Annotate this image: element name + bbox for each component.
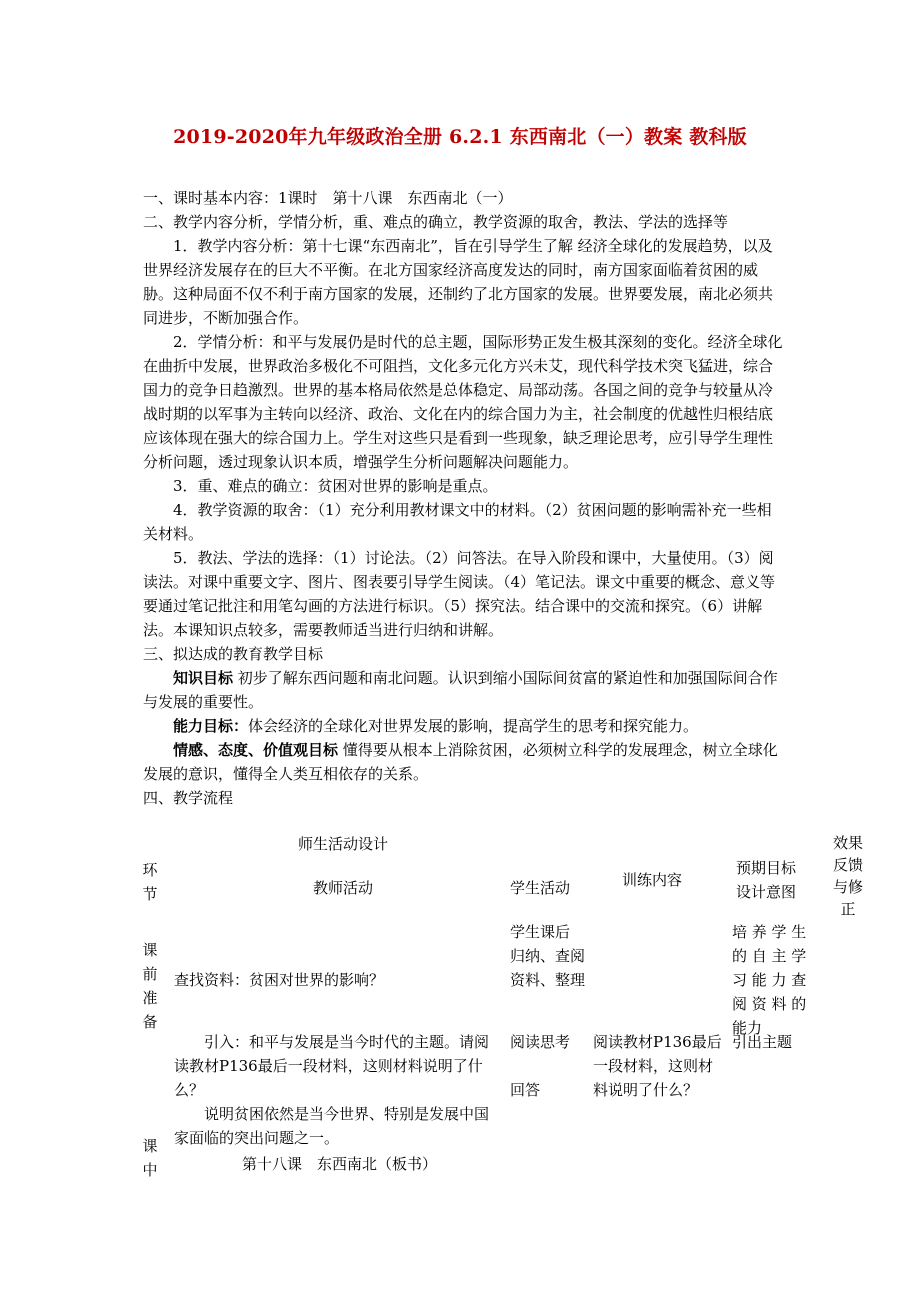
header-stage: 环 节 <box>142 861 158 903</box>
paragraph-key-points: 3．重、难点的确立：贫困对世界的影响是重点。 <box>173 477 498 495</box>
paragraph-methods: 5．教法、学法的选择：（1）讨论法。（2）问答法。在导入阶段和课中，大量使用。（3）阅读法。对课中重要文字、图片、图表要引导学生阅读。（4）笔记法。课文中重要的概念、意义等要通过笔记批注和用笔勾画的方法进行标识。（5）探究法。结合课中的交流和探究。（6）讲解法。本课知识点较多，需要教师适当进行归纳和讲解。 <box>143 549 776 639</box>
document-title: 2019-2020年九年级政治全册 6.2.1 东西南北（一）教案 教科版 <box>173 126 747 148</box>
goal-knowledge <box>143 666 783 714</box>
row1-expected-goal: 培 养 学 生 的 自 主 学 习 能 力 查 阅 资 料 的 能力 <box>732 923 807 1037</box>
row2-stage: 课 中 <box>142 1137 158 1179</box>
row2-teacher-explanation: 说明贫困依然是当今世界、特别是发展中国家面临的突出问题之一。 <box>174 1105 490 1147</box>
row1-stage: 课 前 准 备 <box>142 941 158 1031</box>
header-expected-goal: 预期目标 设计意图 <box>735 859 796 901</box>
row2-expected-goal: 引出主题 <box>732 1033 793 1051</box>
section-heading-1: 一、课时基本内容：1课时 第十八课 东西南北（一） <box>143 189 513 207</box>
paragraph-content-analysis: 1．教学内容分析：第十七课“东西南北”，旨在引导学生了解 经济全球化的发展趋势，以及世界经济发展存在的巨大不平衡。在北方国家经济高度发达的同时，南方国家面临着贫困的威胁。这种局面不仅不利于南方国家的发展，还制约了北方国家的发展。世界要发展，南北必须共同进步，不断加强合作。 <box>143 237 774 327</box>
section-heading-4: 四、教学流程 <box>143 789 234 807</box>
header-feedback: 效果 反馈 与修 正 <box>832 834 863 918</box>
row2-teacher-board: 第十八课 东西南北（板书） <box>242 1155 438 1173</box>
section-heading-2: 二、教学内容分析，学情分析，重、难点的确立，教学资源的取舍，教法、学法的选择等 <box>143 213 729 231</box>
paragraph-student-analysis: 2．学情分析：和平与发展仍是时代的总主题，国际形势正发生极其深刻的变化。经济全球化在曲折中发展，世界政治多极化不可阻挡，文化多元化方兴未艾，现代科学技术突飞猛进，综合国力的竞争日趋激烈。世界的基本格局依然是总体稳定、局部动荡。各国之间的竞争与较量从冷战时期的以军事为主转向以经济、政治、文化在内的综合国力为主，社会制度的优越性归根结底应该体现在强大的综合国力上。学生对这些只是看到一些现象，缺乏理论思考，应引导学生理性分析问题，透过现象认识本质，增强学生分析问题解决问题能力。 <box>143 333 783 471</box>
goal-knowledge-text: 初步了解东西问题和南北问题。认识到缩小国际间贫富的紧迫性和加强国际间合作与发展的重要性。 <box>143 669 778 711</box>
paragraph-resources: 4．教学资源的取舍：（1）充分利用教材课文中的材料。（2）贫困问题的影响需补充一些相关材料。 <box>143 501 772 543</box>
header-training-content: 训练内容 <box>622 871 683 889</box>
section-heading-3: 三、拟达成的教育教学目标 <box>143 645 324 663</box>
header-activity-design: 师生活动设计 <box>297 835 388 853</box>
header-teacher-activity: 教师活动 <box>312 879 373 897</box>
row2-student-activity: 阅读思考 回答 <box>510 1033 571 1099</box>
row1-teacher-activity: 查找资料：贫困对世界的影响？ <box>174 971 385 989</box>
goal-emotion <box>143 738 783 786</box>
goal-ability-text: 体会经济的全球化对世界发展的影响，提高学生的思考和探究能力。 <box>248 717 699 735</box>
goal-ability <box>143 714 783 738</box>
goal-ability-label: 能力目标： <box>173 717 249 735</box>
goal-emotion-label: 情感、态度、价值观目标 <box>173 741 339 759</box>
goal-emotion-text: 懂得要从根本上消除贫困，必须树立科学的发展理念，树立全球化发展的意识，懂得全人类互相依存的关系。 <box>143 741 778 783</box>
row2-training-content: 阅读教材P136最后一段材料，这则材料说明了什么？ <box>593 1033 722 1099</box>
document-body <box>143 186 783 810</box>
row2-teacher-intro: 引入：和平与发展是当今时代的主题。请阅读教材P136最后一段材料，这则材料说明了什么？ <box>174 1033 490 1099</box>
row1-student-activity: 学生课后 归纳、查阅 资料、整理 <box>510 923 586 989</box>
header-student-activity: 学生活动 <box>510 879 571 897</box>
goal-knowledge-label: 知识目标 <box>173 669 234 687</box>
